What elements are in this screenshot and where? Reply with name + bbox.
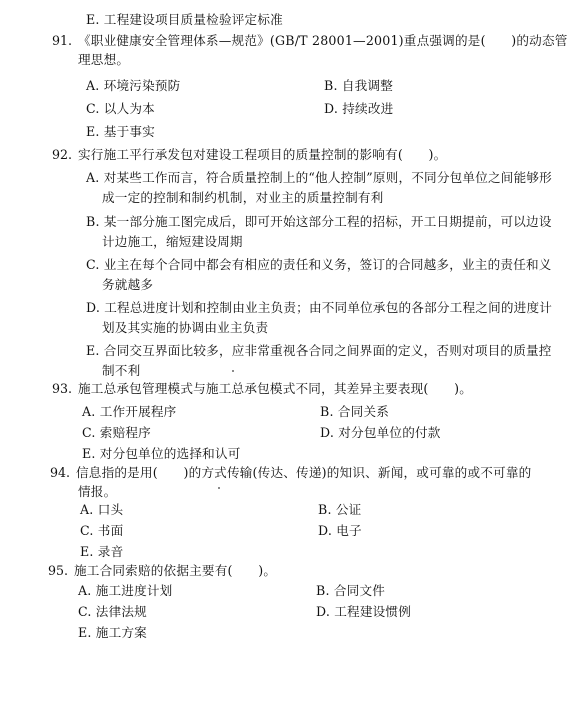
- q91-option-b: B. 自我调整: [324, 78, 394, 93]
- q92-number: 92.: [52, 147, 73, 162]
- q92-option-b-line2: 计边施工，缩短建设周期: [102, 234, 243, 249]
- q91-stem-line2: 理思想。: [78, 52, 130, 67]
- q92-option-b-line1: B. 某一部分施工图完成后，即可开始这部分工程的招标，开工日期提前，可以边设: [86, 214, 552, 229]
- scan-speck: [218, 487, 220, 489]
- q94-option-e: E. 录音: [80, 544, 124, 559]
- q93-option-a: A. 工作开展程序: [82, 404, 177, 419]
- q92-option-c-line2: 务就越多: [102, 277, 154, 292]
- q91-option-d: D. 持续改进: [324, 101, 394, 116]
- q95-option-b: B. 合同文件: [316, 583, 386, 598]
- q95-stem: 施工合同索赔的依据主要有( )。: [74, 563, 277, 578]
- q92-option-a-line2: 成一定的控制和制约机制，对业主的质量控制有利: [102, 190, 384, 205]
- q93-stem: 施工总承包管理模式与施工总承包模式不同，其差异主要表现( )。: [78, 381, 473, 396]
- q94-number: 94.: [50, 465, 71, 480]
- q92-stem: 实行施工平行承发包对建设工程项目的质量控制的影响有( )。: [78, 147, 447, 162]
- q90-option-e: E. 工程建设项目质量检验评定标准: [86, 12, 283, 27]
- q91-option-a: A. 环境污染预防: [86, 78, 181, 93]
- q95-option-a: A. 施工进度计划: [78, 583, 173, 598]
- q94-option-a: A. 口头: [80, 502, 124, 517]
- q93-option-e: E. 对分包单位的选择和认可: [82, 446, 241, 461]
- q94-option-d: D. 电子: [318, 523, 362, 538]
- q92-option-e-line2: 制不利: [102, 363, 141, 378]
- q95-option-c: C. 法律法规: [78, 604, 147, 619]
- q93-option-b: B. 合同关系: [320, 404, 390, 419]
- q92-option-e-line1: E. 合同交互界面比较多，应非常重视各合同之间界面的定义，否则对项目的质量控: [86, 343, 552, 358]
- q95-option-d: D. 工程建设惯例: [316, 604, 412, 619]
- q94-stem-line1: 信息指的是用( )的方式传输(传达、传递)的知识、新闻，或可靠的或不可靠的: [76, 465, 532, 480]
- q91-stem-line1: 《职业健康安全管理体系—规范》(GB/T 28001—2001)重点强调的是( )的动态管: [78, 33, 568, 48]
- q93-number: 93.: [52, 381, 73, 396]
- q92-option-c-line1: C. 业主在每个合同中都会有相应的责任和义务，签订的合同越多，业主的责任和义: [86, 257, 552, 272]
- q93-option-c: C. 索赔程序: [82, 425, 151, 440]
- scan-speck: [232, 370, 234, 372]
- q93-option-d: D. 对分包单位的付款: [320, 425, 441, 440]
- q91-number: 91.: [52, 33, 73, 48]
- q92-option-a-line1: A. 对某些工作而言，符合质量控制上的“他人控制”原则，不同分包单位之间能够形: [86, 170, 552, 185]
- q92-option-d-line1: D. 工程总进度计划和控制由业主负责；由不同单位承包的各部分工程之间的进度计: [86, 300, 553, 315]
- q95-option-e: E. 施工方案: [78, 625, 147, 640]
- q94-option-c: C. 书面: [80, 523, 124, 538]
- q91-option-c: C. 以人为本: [86, 101, 155, 116]
- q94-stem-line2: 情报。: [78, 484, 117, 499]
- q95-number: 95.: [48, 563, 69, 578]
- q92-option-d-line2: 划及其实施的协调由业主负责: [102, 320, 269, 335]
- q94-option-b: B. 公证: [318, 502, 362, 517]
- q91-option-e: E. 基于事实: [86, 124, 155, 139]
